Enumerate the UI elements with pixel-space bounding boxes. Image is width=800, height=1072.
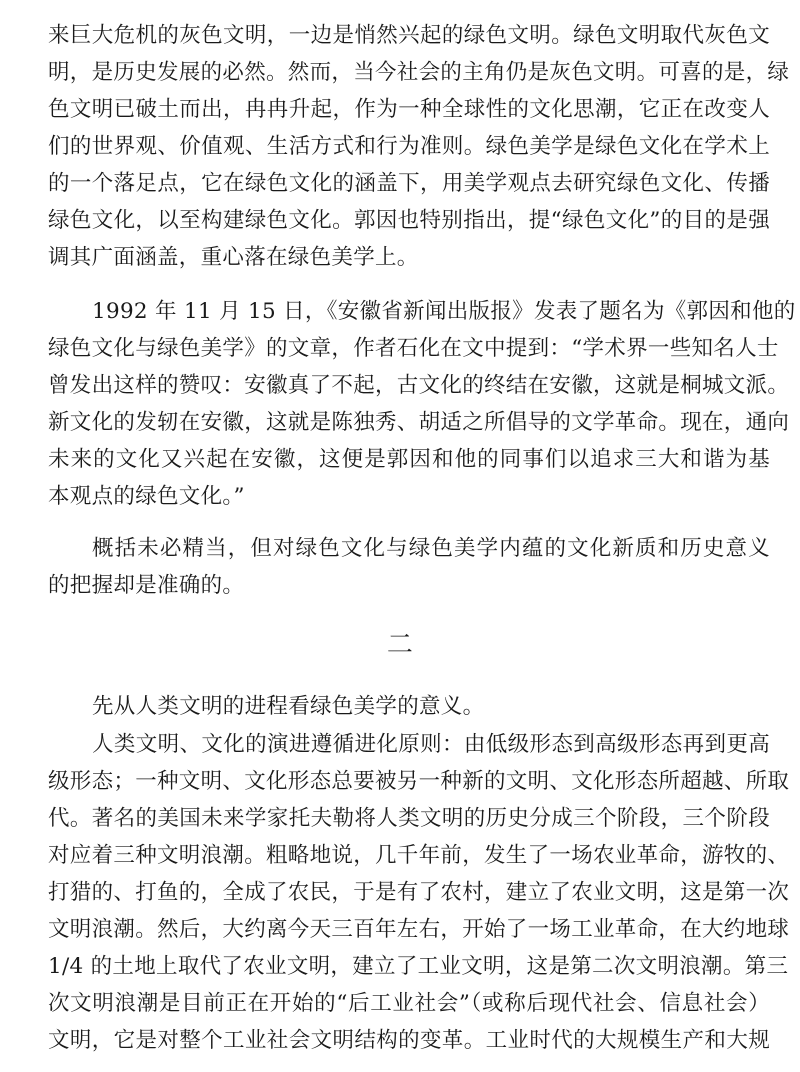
text-line: 人类文明、文化的演进遵循进化原则：由低级形态到高级形态再到更高 [92, 732, 770, 757]
text-line: 次文明浪潮是目前正在开始的“后工业社会”（或称后现代社会、信息社会） [48, 991, 770, 1016]
text-line: 文明浪潮。然后，大约离今天三百年左右，开始了一场工业革命，在大约地球 [48, 917, 790, 942]
text-line: 曾发出这样的赞叹：安徽真了不起，古文化的终结在安徽，这就是桐城文派。 [48, 373, 790, 398]
text-line: 们的世界观、价值观、生活方式和行为准则。绿色美学是绿色文化在学术上 [48, 134, 770, 159]
text-line: 级形态；一种文明、文化形态总要被另一种新的文明、文化形态所超越、所取 [48, 769, 790, 794]
text-line: 新文化的发轫在安徽，这就是陈独秀、胡适之所倡导的文学革命。现在，通向 [48, 410, 790, 435]
text-line: 的一个落足点，它在绿色文化的涵盖下，用美学观点去研究绿色文化、传播 [48, 171, 770, 196]
text-line: 概括未必精当，但对绿色文化与绿色美学内蕴的文化新质和历史意义 [92, 536, 770, 561]
text-line: 代。著名的美国未来学家托夫勒将人类文明的历史分成三个阶段，三个阶段 [48, 806, 770, 831]
text-line: 1/4 的土地上取代了农业文明，建立了工业文明，这是第二次文明浪潮。第三 [48, 954, 789, 979]
text-line: 绿色文化与绿色美学》的文章，作者石化在文中提到：“学术界一些知名人士 [48, 336, 779, 361]
text-line: 文明，它是对整个工业社会文明结构的变革。工业时代的大规模生产和大规 [48, 1028, 770, 1053]
text-line: 的把握却是准确的。 [48, 573, 245, 598]
text-line: 打猎的、打鱼的，全成了农民，于是有了农村，建立了农业文明，这是第一次 [48, 880, 790, 905]
text-line: 未来的文化又兴起在安徽，这便是郭因和他的同事们以追求三大和谐为基 [48, 447, 770, 472]
text-line: 1992 年 11 月 15 日，《安徽省新闻出版报》发表了题名为《郭因和他的 [92, 299, 796, 324]
text-line: 对应着三种文明浪潮。粗略地说，几千年前，发生了一场农业革命，游牧的、 [48, 843, 790, 868]
text-line: 调其广面涵盖，重心落在绿色美学上。 [48, 245, 419, 270]
text-line: 来巨大危机的灰色文明，一边是悄然兴起的绿色文明。绿色文明取代灰色文 [48, 23, 770, 48]
text-line: 明，是历史发展的必然。然而，当今社会的主角仍是灰色文明。可喜的是，绿 [48, 60, 790, 85]
text-line: 本观点的绿色文化。” [48, 484, 245, 509]
section-heading: 二 [386, 630, 414, 660]
text-line: 绿色文化，以至构建绿色文化。郭因也特别指出，提“绿色文化”的目的是强 [48, 208, 770, 233]
text-line: 先从人类文明的进程看绿色美学的意义。 [92, 694, 485, 719]
text-line: 色文明已破土而出，冉冉升起，作为一种全球性的文化思潮，它正在改变人 [48, 97, 770, 122]
